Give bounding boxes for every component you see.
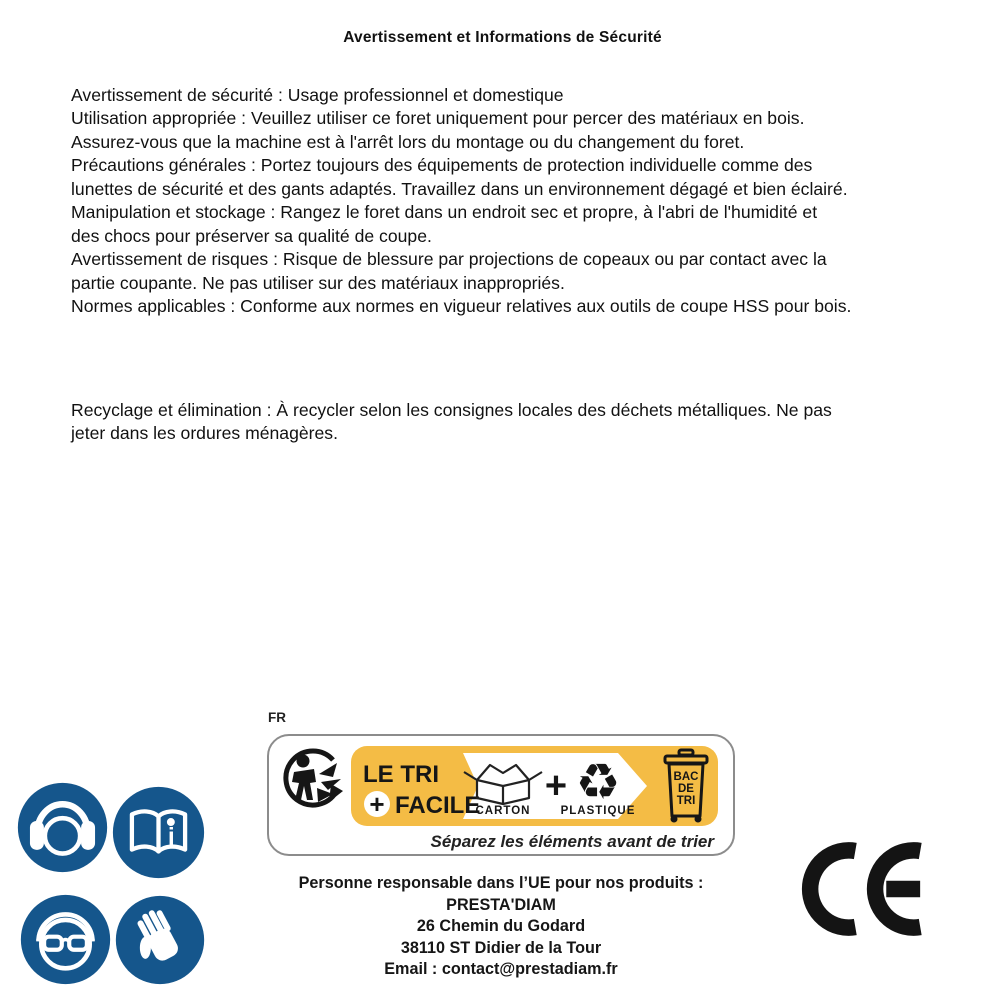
company-email: Email : contact@prestadiam.fr (384, 960, 618, 979)
mandatory-icons-grid (14, 779, 214, 991)
tri-facile-graphic (267, 734, 735, 856)
manual-info-glyph: i (167, 823, 175, 851)
tagline-text: Séparez les éléments avant de trier (430, 832, 714, 851)
le-tri-text: LE TRI (363, 761, 439, 788)
page-title: Avertissement et Informations de Sécurité (343, 29, 662, 46)
safety-text-block (71, 84, 951, 319)
carton-label: CARTON (475, 805, 531, 817)
safety-line: Avertissement de sécurité : Usage professionnel et domestique (71, 85, 564, 105)
safety-line: Assurez-vous que la machine est à l'arrêt lors du montage ou du changement du foret. (71, 131, 745, 152)
bin-text-line: TRI (676, 795, 696, 807)
wear-eye-protection-icon (19, 893, 112, 986)
bin-text-line: DE (678, 783, 694, 795)
safety-line: Avertissement de risques : Risque de blessure par projections de copeaux ou par contact avec la (71, 249, 827, 270)
safety-line: lunettes de sécurité et des gants adaptés. Travaillez dans un environnement dégagé et bien éclairé. (71, 178, 848, 199)
plastique-recycle-icon: ♻ (575, 754, 621, 810)
wear-ear-protection-icon (16, 781, 109, 874)
safety-line: Utilisation appropriée : Veuillez utiliser ce foret uniquement pour percer des matériaux en bois. (71, 108, 805, 129)
materials-plus-sign: + (544, 765, 568, 807)
plus-sign: + (369, 789, 385, 819)
company-city: 38110 ST Didier de la Tour (400, 938, 602, 957)
company-name: PRESTA'DIAM (446, 895, 556, 914)
bin-text-line: BAC (673, 771, 699, 783)
safety-line: des chocs pour préserver sa qualité de coupe. (71, 225, 432, 246)
recycling-line: jeter dans les ordures ménagères. (71, 423, 338, 444)
recycling-text-block (71, 399, 951, 446)
company-line: Personne responsable dans l’UE pour nos produits : (298, 874, 704, 892)
facile-text: FACILE (395, 792, 481, 819)
responsible-person-block (261, 873, 741, 981)
plastique-label: PLASTIQUE (560, 805, 636, 817)
safety-line: Précautions générales : Portez toujours des équipements de protection individuelle comme des (71, 155, 813, 176)
safety-line: Normes applicables : Conforme aux normes en vigueur relatives aux outils de coupe HSS pour bois. (71, 296, 852, 317)
country-code-label: FR (268, 710, 286, 725)
recycling-line: Recyclage et élimination : À recycler selon les consignes locales des déchets métalliques. Ne pas (71, 400, 832, 420)
safety-line: partie coupante. Ne pas utiliser sur des matériaux inappropriés. (71, 272, 565, 293)
safety-line: Manipulation et stockage : Rangez le foret dans un endroit sec et propre, à l'abri de l'humidité et (71, 202, 818, 223)
company-address: 26 Chemin du Godard (416, 917, 586, 936)
read-manual-icon (111, 785, 206, 880)
ce-mark (794, 841, 939, 942)
ce-mark-graphic (794, 841, 939, 937)
wear-gloves-icon (114, 894, 206, 986)
tri-facile-label (267, 734, 735, 861)
